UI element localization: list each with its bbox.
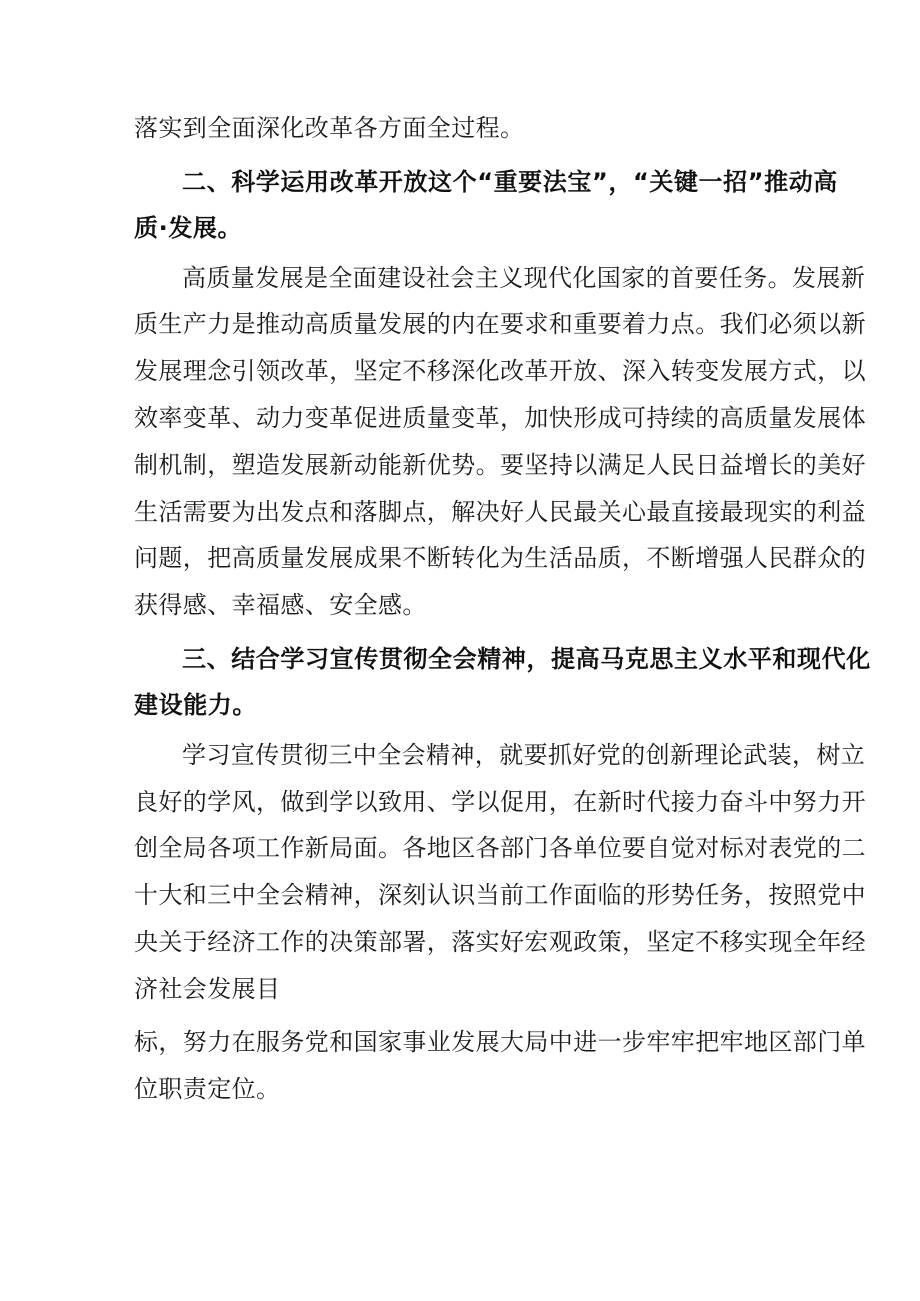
- paragraph-line: 制机制，塑造发展新动能新优势。要坚持以满足人民日益增长的美好: [134, 451, 866, 479]
- section-heading: 质·发展。: [134, 214, 243, 242]
- paragraph-line: 创全局各项工作新局面。各地区各部门各单位要自觉对标对表党的二: [134, 834, 866, 862]
- paragraph-line: 高质量发展是全面建设社会主义现代化国家的首要任务。发展新: [182, 264, 866, 292]
- paragraph-line: 位职责定位。: [134, 1075, 281, 1103]
- paragraph-line: 效率变革、动力变革促进质量变革，加快形成可持续的高质量发展体: [134, 404, 866, 432]
- paragraph-line: 央关于经济工作的决策部署，落实好宏观政策，坚定不移实现全年经: [134, 928, 866, 956]
- paragraph-line: 良好的学风，做到学以致用、学以促用，在新时代接力奋斗中努力开: [134, 788, 866, 816]
- section-heading: 三、结合学习宣传贯彻全会精神，提高马克思主义水平和现代化: [182, 645, 871, 673]
- paragraph-line: 生活需要为出发点和落脚点，解决好人民最关心最直接最现实的利益: [134, 498, 866, 526]
- section-heading: 建设能力。: [134, 691, 257, 719]
- paragraph-line: 学习宣传贯彻三中全会精神，就要抓好党的创新理论武装，树立: [182, 741, 866, 769]
- text-line: 落实到全面深化改革各方面全过程。: [134, 114, 525, 142]
- paragraph-line: 质生产力是推动高质量发展的内在要求和重要着力点。我们必须以新: [134, 310, 866, 338]
- paragraph-line: 获得感、幸福感、安全感。: [134, 591, 427, 619]
- paragraph-line: 问题，把高质量发展成果不断转化为生活品质，不断增强人民群众的: [134, 544, 866, 572]
- paragraph-line: 十大和三中全会精神，深刻认识当前工作面临的形势任务，按照党中: [134, 881, 866, 909]
- paragraph-line: 济社会发展目: [134, 975, 281, 1003]
- paragraph-line: 标，努力在服务党和国家事业发展大局中进一步牢牢把牢地区部门单: [134, 1028, 866, 1056]
- section-heading: 二、科学运用改革开放这个“重要法宝”，“关键一招”推动高: [182, 168, 838, 196]
- paragraph-line: 发展理念引领改革，坚定不移深化改革开放、深入转变发展方式，以: [134, 357, 866, 385]
